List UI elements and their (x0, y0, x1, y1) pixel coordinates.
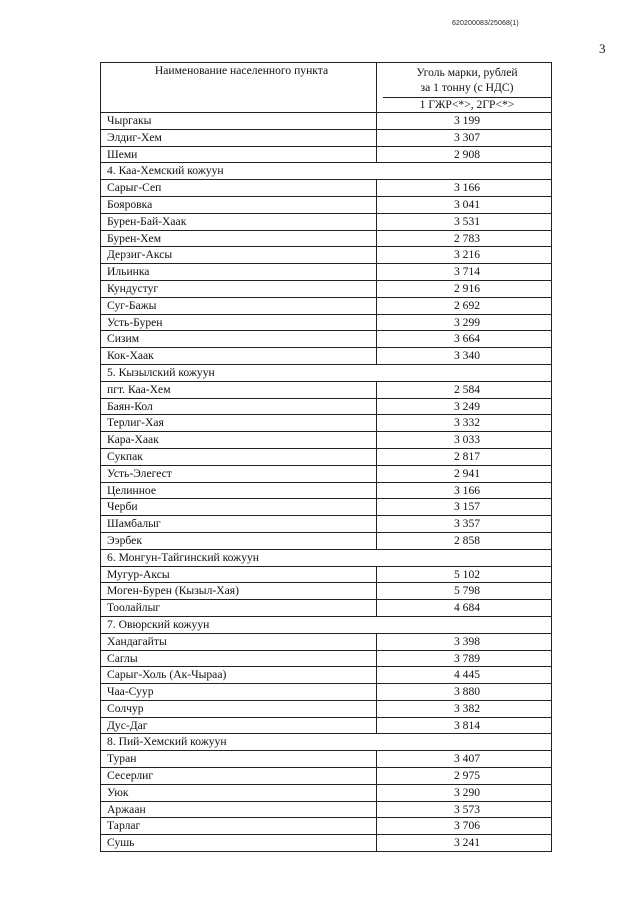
settlement-name: Сесерлиг (101, 768, 377, 785)
settlement-name: Сукпак (101, 448, 377, 465)
coal-price: 3 357 (377, 516, 552, 533)
settlement-name: Элдиг-Хем (101, 129, 377, 146)
settlement-name: Сарыг-Сеп (101, 180, 377, 197)
settlement-name: Моген-Бурен (Кызыл-Хая) (101, 583, 377, 600)
table-row (101, 465, 552, 482)
table-row (101, 415, 552, 432)
table-row (101, 213, 552, 230)
coal-price: 3 398 (377, 633, 552, 650)
coal-price: 2 858 (377, 532, 552, 549)
table-row (101, 482, 552, 499)
coal-price-table (100, 62, 552, 852)
settlement-name: Кара-Хаак (101, 432, 377, 449)
coal-price: 2 916 (377, 280, 552, 297)
coal-price: 3 531 (377, 213, 552, 230)
table-row (101, 180, 552, 197)
settlement-name: Бояровка (101, 196, 377, 213)
settlement-name: Черби (101, 499, 377, 516)
table-row (101, 600, 552, 617)
coal-price: 3 307 (377, 129, 552, 146)
settlement-name: Сарыг-Холь (Ак-Чыраа) (101, 667, 377, 684)
settlement-name: Уюк (101, 784, 377, 801)
table-row (101, 818, 552, 835)
settlement-name: Туран (101, 751, 377, 768)
settlement-name: Суг-Бажы (101, 297, 377, 314)
coal-price: 3 573 (377, 801, 552, 818)
column-header-price (377, 63, 552, 113)
coal-price: 3 166 (377, 180, 552, 197)
settlement-name: Ильинка (101, 264, 377, 281)
coal-price: 3 199 (377, 113, 552, 130)
settlement-name: Кундустуг (101, 280, 377, 297)
settlement-name: Хандагайты (101, 633, 377, 650)
table-row (101, 348, 552, 365)
settlement-name: Дерзиг-Аксы (101, 247, 377, 264)
coal-price: 2 817 (377, 448, 552, 465)
coal-price: 2 975 (377, 768, 552, 785)
section-header-row (101, 734, 552, 751)
table-row (101, 297, 552, 314)
coal-price: 3 714 (377, 264, 552, 281)
section-title: 6. Монгун-Тайгинский кожуун (101, 549, 552, 566)
table-row (101, 381, 552, 398)
settlement-name: Тоолайлыг (101, 600, 377, 617)
price-header-line-2: за 1 тонну (с НДС) (420, 80, 514, 94)
coal-price: 3 216 (377, 247, 552, 264)
settlement-name: Шамбалыг (101, 516, 377, 533)
settlement-name: пгт. Каа-Хем (101, 381, 377, 398)
settlement-name: Кок-Хаак (101, 348, 377, 365)
price-subheader: 1 ГЖР<*>, 2ГР<*> (383, 97, 551, 112)
coal-price: 2 584 (377, 381, 552, 398)
coal-price: 4 445 (377, 667, 552, 684)
coal-price: 3 249 (377, 398, 552, 415)
price-header-line-1: Уголь марки, рублей (416, 66, 518, 79)
table-row (101, 717, 552, 734)
table-row (101, 113, 552, 130)
section-header-row (101, 364, 552, 381)
settlement-name: Тарлаг (101, 818, 377, 835)
table-row (101, 532, 552, 549)
section-title: 8. Пий-Хемский кожуун (101, 734, 552, 751)
table-row (101, 196, 552, 213)
coal-price: 3 166 (377, 482, 552, 499)
table-row (101, 448, 552, 465)
settlement-name: Бурен-Бай-Хаак (101, 213, 377, 230)
settlement-name: Целинное (101, 482, 377, 499)
section-header-row (101, 616, 552, 633)
settlement-name: Терлиг-Хая (101, 415, 377, 432)
coal-price: 4 684 (377, 600, 552, 617)
table-row (101, 684, 552, 701)
table-row (101, 650, 552, 667)
coal-price: 3 290 (377, 784, 552, 801)
table-row (101, 398, 552, 415)
table-row (101, 247, 552, 264)
table-row (101, 784, 552, 801)
settlement-name: Баян-Кол (101, 398, 377, 415)
settlement-name: Аржаан (101, 801, 377, 818)
coal-price: 3 340 (377, 348, 552, 365)
coal-price: 2 908 (377, 146, 552, 163)
settlement-name: Сушь (101, 835, 377, 852)
table-row (101, 499, 552, 516)
section-title: 5. Кызылский кожуун (101, 364, 552, 381)
coal-price: 3 041 (377, 196, 552, 213)
settlement-name: Сизим (101, 331, 377, 348)
table-body (101, 113, 552, 852)
section-title: 4. Каа-Хемский кожуун (101, 163, 552, 180)
coal-price: 3 664 (377, 331, 552, 348)
table-row (101, 633, 552, 650)
coal-price: 2 941 (377, 465, 552, 482)
table-row (101, 768, 552, 785)
table-row (101, 264, 552, 281)
settlement-name: Ээрбек (101, 532, 377, 549)
column-header-settlement: Наименование населенного пункта (101, 63, 377, 113)
table-row (101, 566, 552, 583)
table-row (101, 314, 552, 331)
settlement-name: Саглы (101, 650, 377, 667)
settlement-name: Чаа-Суур (101, 684, 377, 701)
coal-price: 5 798 (377, 583, 552, 600)
table-row (101, 583, 552, 600)
coal-price: 3 157 (377, 499, 552, 516)
section-title: 7. Овюрский кожуун (101, 616, 552, 633)
settlement-name: Бурен-Хем (101, 230, 377, 247)
coal-price: 3 880 (377, 684, 552, 701)
table-row (101, 516, 552, 533)
table-row (101, 280, 552, 297)
table-row (101, 129, 552, 146)
coal-price: 5 102 (377, 566, 552, 583)
table-row (101, 801, 552, 818)
document-code: 620200083/25068(1) (452, 20, 519, 27)
coal-price: 3 332 (377, 415, 552, 432)
section-header-row (101, 163, 552, 180)
coal-price: 2 692 (377, 297, 552, 314)
coal-price: 3 814 (377, 717, 552, 734)
table-row (101, 432, 552, 449)
table-row (101, 146, 552, 163)
table-row (101, 700, 552, 717)
coal-price: 2 783 (377, 230, 552, 247)
settlement-name: Усть-Бурен (101, 314, 377, 331)
settlement-name: Солчур (101, 700, 377, 717)
coal-price: 3 789 (377, 650, 552, 667)
coal-price: 3 407 (377, 751, 552, 768)
coal-price: 3 241 (377, 835, 552, 852)
settlement-name: Усть-Элегест (101, 465, 377, 482)
table-row (101, 835, 552, 852)
settlement-name: Дус-Даг (101, 717, 377, 734)
coal-price: 3 033 (377, 432, 552, 449)
coal-price: 3 299 (377, 314, 552, 331)
page-number: 3 (599, 41, 606, 56)
settlement-name: Чыргакы (101, 113, 377, 130)
table-header-row (101, 63, 552, 113)
table-row (101, 331, 552, 348)
settlement-name: Мугур-Аксы (101, 566, 377, 583)
section-header-row (101, 549, 552, 566)
table-row (101, 230, 552, 247)
settlement-name: Шеми (101, 146, 377, 163)
coal-price: 3 706 (377, 818, 552, 835)
table-row (101, 667, 552, 684)
coal-price: 3 382 (377, 700, 552, 717)
table-row (101, 751, 552, 768)
